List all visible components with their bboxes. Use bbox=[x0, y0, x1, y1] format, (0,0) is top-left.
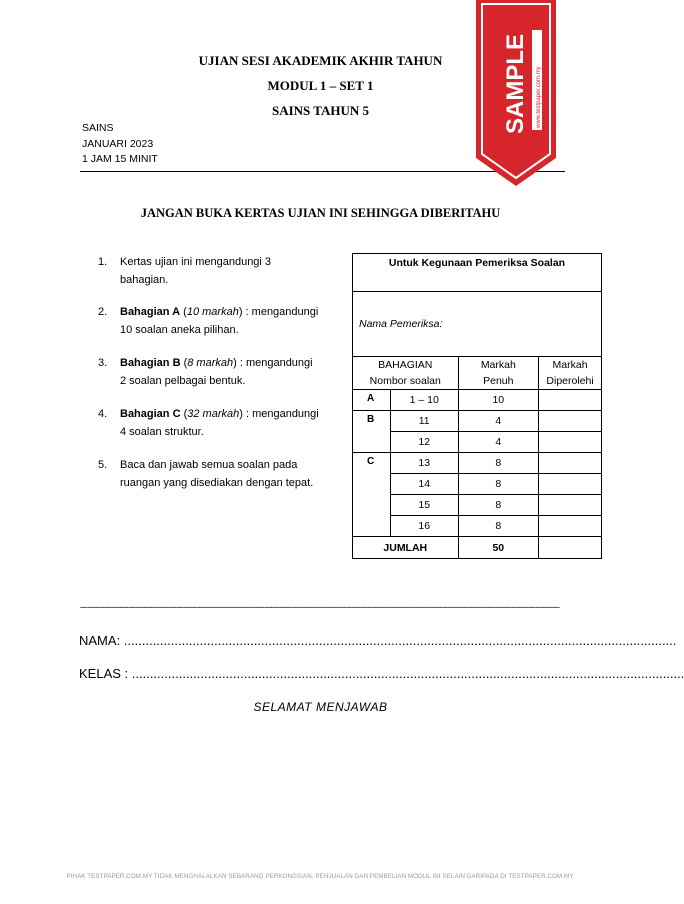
full-marks-cell: 4 bbox=[458, 411, 539, 432]
question-cell: 11 bbox=[390, 411, 458, 432]
total-obtained-cell[interactable] bbox=[539, 537, 602, 559]
col-header-text: Diperolehi bbox=[546, 375, 594, 387]
col-header-full-marks bbox=[458, 357, 539, 390]
col-header-text: Nombor soalan bbox=[369, 375, 441, 387]
question-cell: 12 bbox=[390, 432, 458, 453]
obtained-marks-cell[interactable] bbox=[539, 516, 602, 537]
instruction-number: 2. bbox=[98, 306, 108, 318]
instruction-text: ) : mengandungi bbox=[239, 408, 319, 420]
obtained-marks-cell[interactable] bbox=[539, 432, 602, 453]
class-label: KELAS : bbox=[79, 666, 129, 681]
section-name: Bahagian A bbox=[120, 306, 181, 318]
full-marks-cell: 10 bbox=[458, 390, 539, 411]
instruction-text: 10 soalan aneka pilihan. bbox=[120, 323, 239, 336]
col-header-section bbox=[353, 357, 459, 390]
meta-duration: 1 JAM 15 MINIT bbox=[82, 153, 158, 165]
total-row bbox=[353, 537, 602, 559]
section-cell: B bbox=[353, 411, 391, 453]
table-row bbox=[353, 411, 602, 432]
section-name: Bahagian C bbox=[120, 408, 181, 420]
col-header-text: Penuh bbox=[483, 375, 514, 387]
do-not-open-warning: JANGAN BUKA KERTAS UJIAN INI SEHINGGA DIBERITAHU bbox=[140, 206, 501, 220]
section-marks: 10 markah bbox=[186, 306, 239, 318]
table-row bbox=[353, 453, 602, 474]
section-marks: 8 markah bbox=[187, 357, 234, 369]
full-marks-cell: 4 bbox=[458, 432, 539, 453]
module-title: MODUL 1 – SET 1 bbox=[267, 78, 374, 93]
instruction-number: 1. bbox=[98, 256, 108, 268]
exam-title: UJIAN SESI AKADEMIK AKHIR TAHUN bbox=[198, 53, 443, 68]
instruction-text: 4 soalan struktur. bbox=[120, 425, 204, 438]
instruction-text: Kertas ujian ini mengandungi 3 bbox=[120, 256, 272, 268]
instruction-number: 4. bbox=[98, 408, 108, 420]
name-dots: ......................................................................................................................................................... bbox=[123, 633, 677, 648]
section-cell: C bbox=[353, 453, 391, 537]
col-header-text: BAHAGIAN bbox=[378, 359, 433, 371]
instruction-text: ruangan yang disediakan dengan tepat. bbox=[120, 476, 314, 489]
sample-label: SAMPLE bbox=[502, 33, 529, 134]
full-marks-cell: 8 bbox=[458, 474, 539, 495]
section-name: Bahagian B bbox=[120, 357, 181, 369]
instruction-number: 5. bbox=[98, 459, 108, 471]
obtained-marks-cell[interactable] bbox=[539, 390, 602, 411]
obtained-marks-cell[interactable] bbox=[539, 474, 602, 495]
col-header-text: Markah bbox=[480, 359, 516, 371]
full-marks-cell: 8 bbox=[458, 495, 539, 516]
instruction-text: bahagian. bbox=[120, 273, 169, 286]
instruction-text: Baca dan jawab semua soalan pada bbox=[120, 459, 298, 471]
instruction-text: 2 soalan pelbagai bentuk. bbox=[120, 374, 246, 387]
col-header-text: Markah bbox=[552, 359, 588, 371]
meta-subject: SAINS bbox=[82, 122, 114, 134]
name-field[interactable] bbox=[79, 633, 677, 648]
sample-site-tag: www.testpaper.com.my bbox=[536, 66, 542, 128]
total-value: 50 bbox=[458, 537, 539, 559]
name-label: NAMA: bbox=[79, 633, 121, 648]
subject-title: SAINS TAHUN 5 bbox=[271, 103, 370, 118]
meta-date: JANUARI 2023 bbox=[82, 138, 154, 150]
question-cell: 1 – 10 bbox=[390, 390, 458, 411]
table-row bbox=[353, 474, 602, 495]
section-cell: A bbox=[353, 390, 391, 411]
obtained-marks-cell[interactable] bbox=[539, 411, 602, 432]
question-cell: 15 bbox=[390, 495, 458, 516]
full-marks-cell: 8 bbox=[458, 453, 539, 474]
table-row bbox=[353, 495, 602, 516]
closing-text: SELAMAT MENJAWAB bbox=[253, 700, 388, 714]
instruction-number: 3. bbox=[98, 357, 108, 369]
obtained-marks-cell[interactable] bbox=[539, 495, 602, 516]
instruction-text: ) : mengandungi bbox=[233, 357, 313, 369]
total-label: JUMLAH bbox=[353, 537, 459, 559]
cut-line: -------------------------------------------------------------------------------------------------------------------------------------------------------------------------------------------------------- bbox=[80, 602, 560, 612]
col-header-obtained-marks bbox=[539, 357, 602, 390]
examiner-label: Nama Pemeriksa bbox=[359, 318, 440, 330]
full-marks-cell: 8 bbox=[458, 516, 539, 537]
class-dots: ......................................................................................................................................................... bbox=[131, 666, 684, 681]
examiner-name-cell: Nama Pemeriksa: bbox=[353, 292, 602, 357]
table-title: Untuk Kegunaan Pemeriksa Soalan bbox=[353, 254, 602, 292]
question-cell: 13 bbox=[390, 453, 458, 474]
section-marks: 32 markah bbox=[187, 408, 240, 420]
sample-banner bbox=[474, 0, 558, 188]
table-row bbox=[353, 432, 602, 453]
table-row bbox=[353, 390, 602, 411]
footer-disclaimer: PIHAK TESTPAPER.COM.MY TIDAK MENGHALALKAN SEBARANG PERKONGSIAN, PENJUALAN DAN PEMBELIAN MODUL INI SELAIN DARIPADA DI TESTPAPER.COM.MY. bbox=[66, 873, 575, 880]
obtained-marks-cell[interactable] bbox=[539, 453, 602, 474]
class-field[interactable] bbox=[79, 666, 684, 681]
table-row bbox=[353, 516, 602, 537]
examiner-table bbox=[352, 253, 602, 559]
question-cell: 16 bbox=[390, 516, 458, 537]
instruction-text: ) : mengandungi bbox=[238, 306, 319, 318]
question-cell: 14 bbox=[390, 474, 458, 495]
